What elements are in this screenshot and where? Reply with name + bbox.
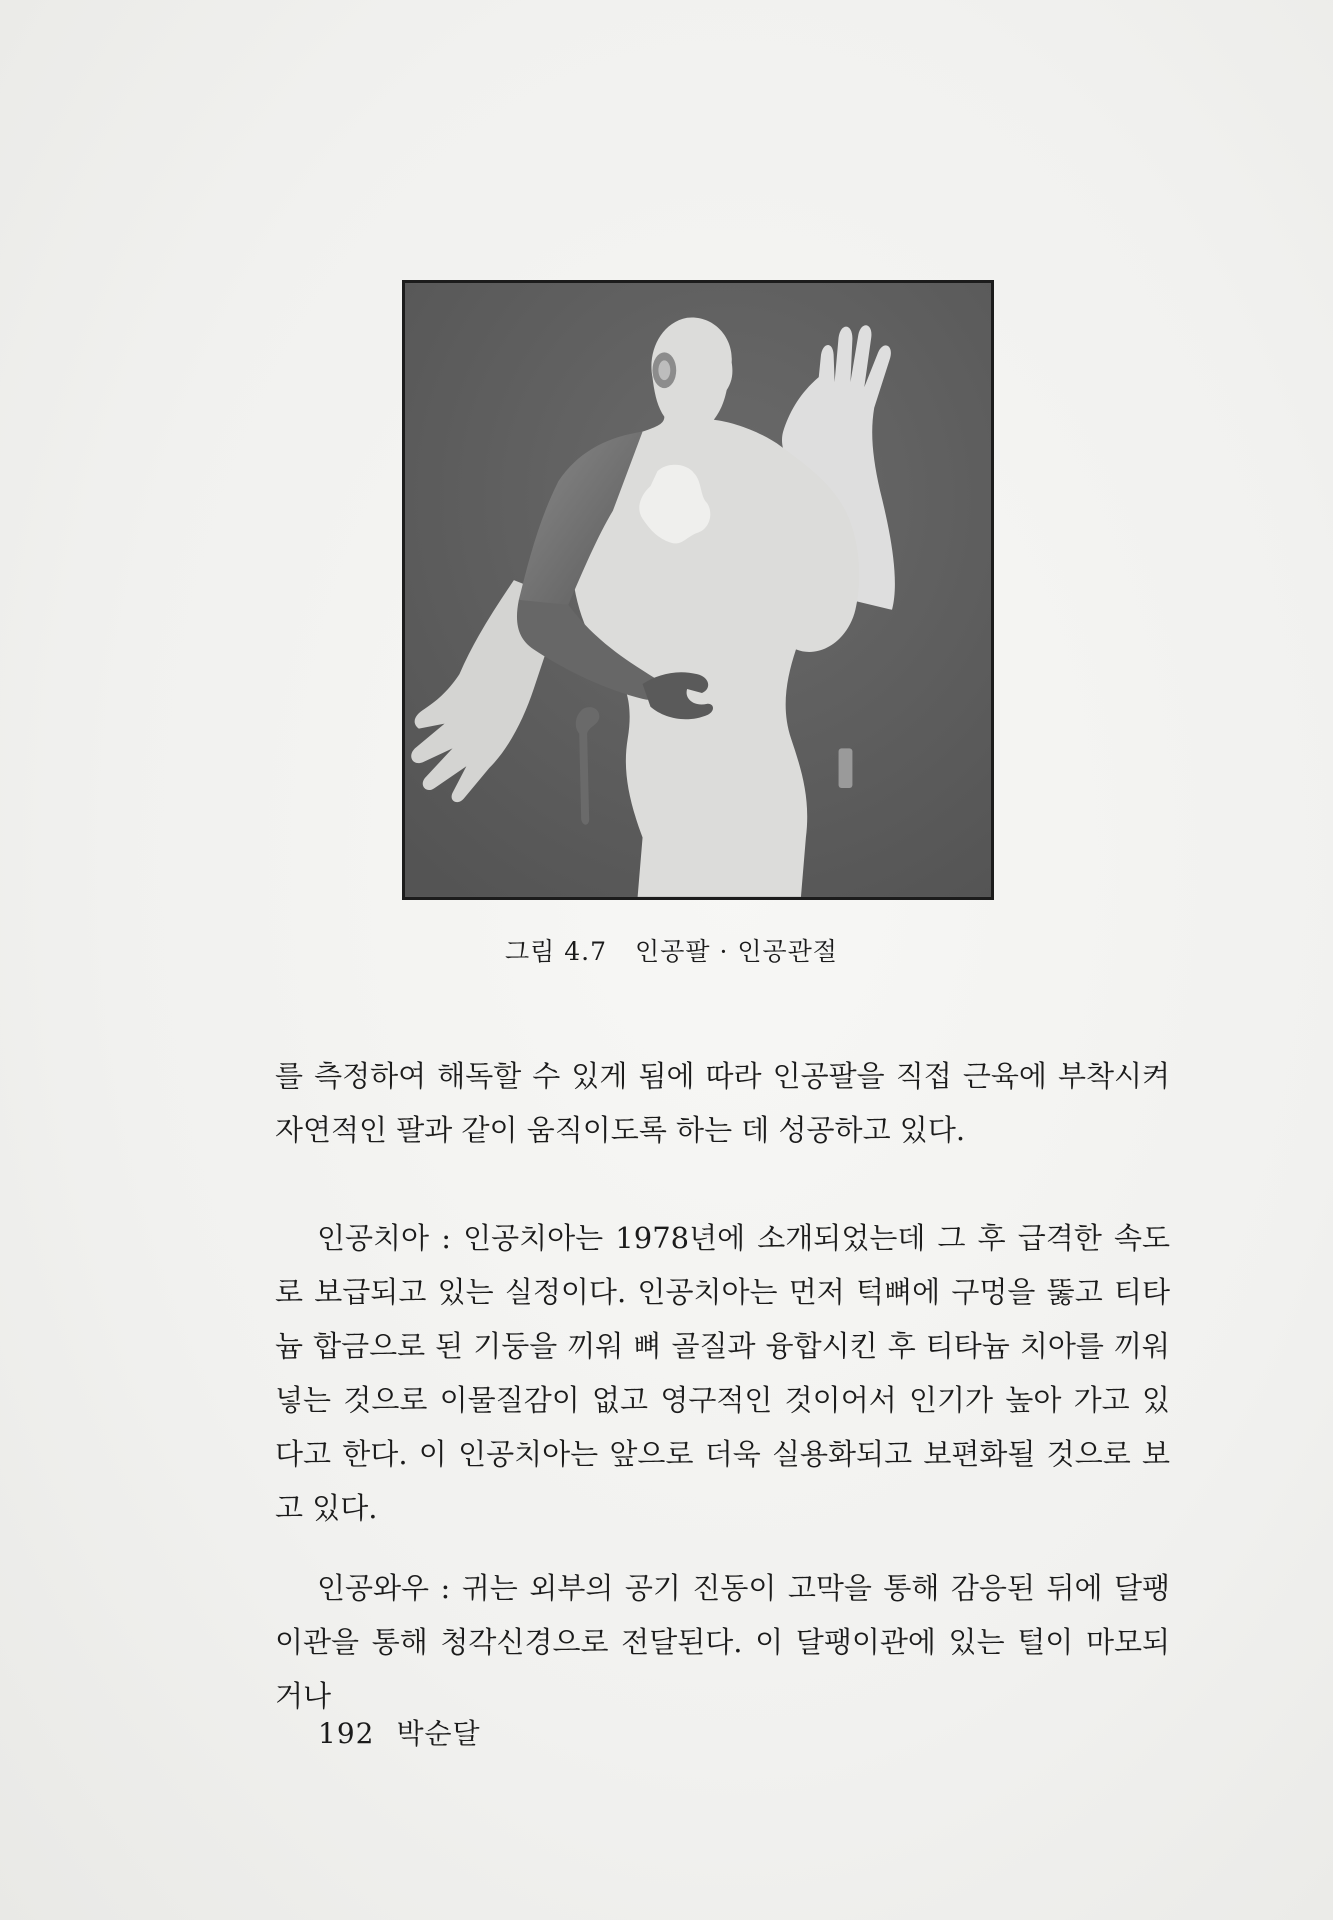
artificial-body-illustration (405, 283, 991, 897)
page-number: 192 (318, 1717, 375, 1750)
paragraph-cochlear-implant: 인공와우 : 귀는 외부의 공기 진동이 고막을 통해 감응된 뒤에 달팽이관을 통해 청각신경으로 전달된다. 이 달팽이관에 있는 털이 마모되거나 (275, 1571, 1170, 1713)
figure-title: 인공팔 · 인공관절 (635, 937, 838, 966)
ear-implant-inner (658, 360, 670, 380)
side-device (839, 748, 853, 788)
paragraph-artificial-teeth: 인공치아 : 인공치아는 1978년에 소개되었는데 그 후 급격한 속도로 보급되고 있는 실정이다. 인공치아는 먼저 턱뼈에 구멍을 뚫고 티타늄 합금으로 된 기둥을 끼워 뼈 골질과 융합시킨 후 티타늄 치아를 끼워 넣는 것으로 이물질감이 없고 영구적인 것이어서 인기가 높아 가고 있다고 한다. 이 인공치아는 앞으로 더욱 실용화되고 보편화될 것으로 보고 있다. (275, 1221, 1170, 1525)
page-footer (318, 1712, 481, 1752)
figure-caption (0, 932, 1333, 968)
figure-artificial-limbs (402, 280, 994, 900)
paragraph-continuation: 를 측정하여 해독할 수 있게 됨에 따라 인공팔을 직접 근육에 부착시켜 자연적인 팔과 같이 움직이도록 하는 데 성공하고 있다. (275, 1059, 1170, 1147)
author-name: 박순달 (396, 1717, 481, 1750)
figure-number: 그림 4.7 (505, 937, 608, 966)
